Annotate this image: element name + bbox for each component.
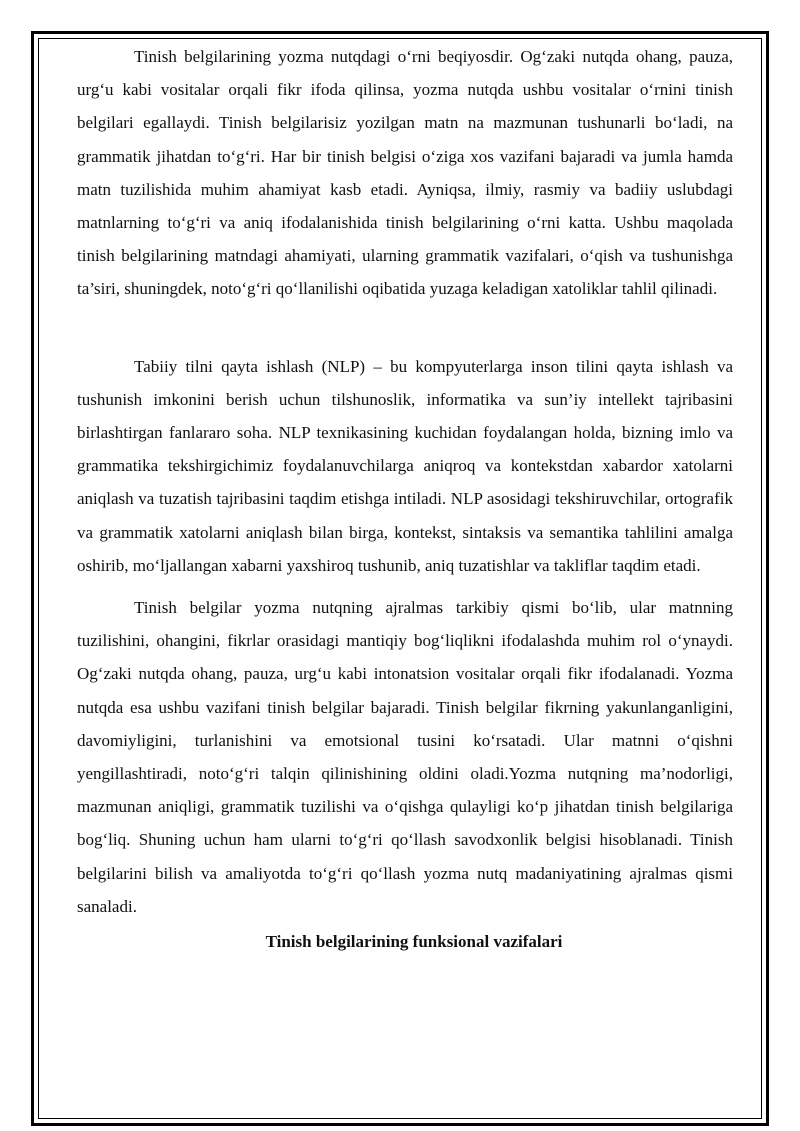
paragraph-punctuation-role: Tinish belgilar yozma nutqning ajralmas tarkibiy qismi bo‘lib, ular matnning tuzilishini, ohangini, fikrlar orasidagi mantiqiy bog‘liqlikni ifodalashda muhim rol o‘ynaydi. Og‘zaki nutqda ohang, pauza, urg‘u kabi intonatsion vositalar orqali fikr ifodalanadi. Yozma nutqda esa ushbu vazifani tinish belgilar bajaradi. Tinish belgilar fikrning yakunlanganligini, davomiyligini, turlanishini va emotsional tusini ko‘rsatadi. Ular matnni o‘qishni yengillashtiradi, noto‘g‘ri talqin qilinishining oldini oladi.Yozma nutqning ma’nodorligi, mazmunan aniqligi, grammatik tuzilishi va o‘qishga qulayligi ko‘p jihatdan tinish belgilariga bog‘liq. Shuning uchun ham ularni to‘g‘ri qo‘llash savodxonlik belgisi hisoblanadi. Tinish belgilarini bilish va amaliyotda to‘g‘ri qo‘llash yozma nutq madaniyatining ajralmas qismi sanaladi. bbox=[77, 598, 733, 916]
paragraph-spacer bbox=[77, 306, 733, 350]
paragraph-nlp: Tabiiy tilni qayta ishlash (NLP) – bu kompyuterlarga inson tilini qayta ishlash va tushunish imkonini berish uchun tilshunoslik, informatika va sun’iy intellekt tajribasini birlashtirgan fanlararo soha. NLP texnikasining kuchidan foydalangan holda, bizning imlo va grammatika tekshirgichimiz foydalanuvchilarga aniqroq va kontekstdan xabardor xatolarni aniqlash va tuzatish tajribasini taqdim etishga intiladi. NLP asosidagi tekshiruvchilar, ortografik va grammatik xatolarni aniqlash bilan birga, kontekst, sintaksis va semantika tahlilini amalga oshirib, mo‘ljallangan xabarni yaxshiroq tushunib, aniq tuzatishlar va takliflar taqdim etadi. bbox=[77, 356, 733, 575]
document-body bbox=[77, 40, 733, 958]
paragraph-intro: Tinish belgilarining yozma nutqdagi o‘rni beqiyosdir. Og‘zaki nutqda ohang, pauza, urg‘u kabi vositalar orqali fikr ifoda qilinsa, yozma nutqda ushbu vositalar o‘rnini tinish belgilari egallaydi. Tinish belgilarisiz yozilgan matn na mazmunan tushunarli bo‘ladi, na grammatik jihatdan to‘g‘ri. Har bir tinish belgisi o‘ziga xos vazifani bajaradi va jumla hamda matn tuzilishida muhim ahamiyat kasb etadi. Ayniqsa, ilmiy, rasmiy va badiiy uslubdagi matnlarning to‘g‘ri va aniq ifodalanishida tinish belgilarining o‘rni katta. Ushbu maqolada tinish belgilarining matndagi ahamiyati, ularning grammatik vazifalari, o‘qish va tushunishga ta’siri, shuningdek, noto‘g‘ri qo‘llanilishi oqibatida yuzaga keladigan xatoliklar tahlil qilinadi. bbox=[77, 47, 733, 299]
paragraph-spacer bbox=[77, 582, 733, 591]
section-heading: Tinish belgilarining funksional vazifalari bbox=[265, 932, 563, 952]
